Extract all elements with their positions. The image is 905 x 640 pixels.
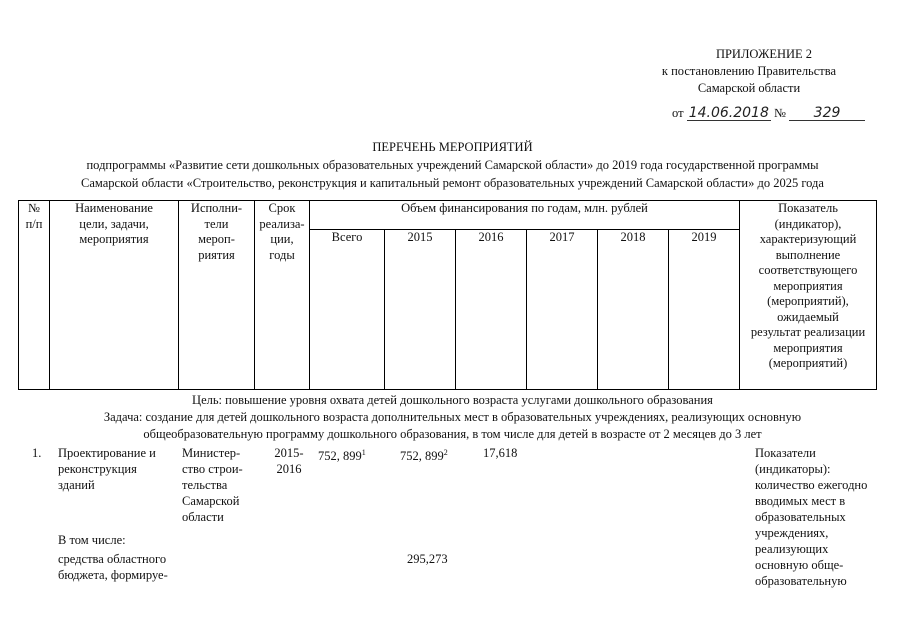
row-indicator-line: количество ежегодно: [755, 478, 868, 492]
subtitle-line-1: подпрограммы «Развитие сети дошкольных образовательных учреждений Самарской области» до 2019 года государственной программы: [86, 158, 819, 172]
col-executor-line: риятия: [198, 247, 235, 262]
col-indicator-header: [740, 201, 877, 390]
col-indicator-line: результат реализации: [750, 325, 866, 339]
document-heading: [0, 138, 905, 192]
col-term-line: Срок: [268, 201, 296, 215]
col-name-line: цели, задачи,: [79, 216, 149, 231]
date-prefix: от: [672, 106, 684, 120]
number-sign: №: [773, 106, 786, 120]
col-finance-header: [310, 201, 740, 230]
row-executor-line: Самарской: [182, 494, 240, 508]
col-indicator-line: (мероприятий),: [767, 294, 849, 308]
row-name-line: реконструкция: [58, 462, 137, 476]
row-2015: [400, 445, 448, 464]
row-indicator: [755, 445, 895, 589]
col-indicator-line: ожидаемый: [777, 309, 839, 324]
row-indicator-line: учреждениях,: [755, 526, 829, 540]
handwritten-date: 14.06.2018: [688, 105, 769, 121]
row-executor-line: ство строи-: [182, 462, 243, 476]
appendix-block: [629, 46, 869, 97]
task-line-2: общеобразовательную программу дошкольного образования, в том числе для детей в возрасте от 2 месяцев до 3 лет: [143, 427, 762, 441]
col-indicator-line: характеризующий: [759, 232, 857, 246]
row-indicator-line: образовательных: [755, 510, 846, 524]
row2-name-line: бюджета, формируе-: [58, 568, 168, 582]
year-header-2019: 2019: [669, 230, 740, 390]
row-executor: [182, 445, 260, 525]
row-total-value: 752, 899: [318, 449, 362, 464]
row-indicator-line: (индикаторы):: [755, 462, 831, 476]
row-indicator-line: образовательную: [755, 574, 847, 588]
row-term: [273, 445, 305, 477]
col-indicator-line: (мероприятий): [768, 356, 848, 370]
col-indicator-line: мероприятия: [773, 340, 843, 355]
handwritten-number: 329: [789, 106, 865, 121]
col-indicator-line: (индикатор),: [774, 216, 842, 231]
row-executor-line: тельства: [182, 478, 228, 492]
row-term-line: 2015-: [274, 446, 304, 460]
row-executor-line: Министер-: [182, 446, 241, 460]
col-term-line: годы: [269, 247, 295, 262]
col-term-header: [255, 201, 310, 390]
year-header-total: Всего: [310, 230, 385, 390]
row2-2015: 295,273: [407, 552, 448, 566]
row-indicator-line: Показатели: [755, 446, 816, 460]
row2-name-line: средства областного: [58, 552, 167, 566]
col-indicator-line: выполнение: [775, 247, 841, 262]
appendix-title: ПРИЛОЖЕНИЕ 2: [715, 47, 813, 61]
col-finance-label: Объем финансирования по годам, млн. рублей: [401, 201, 648, 215]
row-total: [318, 445, 366, 464]
col-indicator-line: соответствующего: [758, 263, 858, 277]
appendix-line2: к постановлению Правительства: [661, 64, 837, 78]
row2-name: [58, 551, 184, 583]
page-title: ПЕРЕЧЕНЬ МЕРОПРИЯТИЙ: [372, 140, 533, 154]
col-executor-line: мероп-: [198, 232, 235, 246]
appendix-line3: Самарской области: [697, 81, 801, 95]
col-name-header: [50, 201, 179, 390]
year-header-2018: 2018: [598, 230, 669, 390]
col-number-line: п/п: [25, 216, 43, 231]
subtitle-line-2: Самарской области «Строительство, реконструкция и капитальный ремонт образовательных учреждений Самарской области» до 2025 года: [81, 176, 824, 190]
row-number: 1.: [32, 446, 42, 460]
row-2015-value: 752, 899: [400, 449, 444, 464]
task-line-1: Задача: создание для детей дошкольного возраста дополнительных мест в образовательных учреждениях, реализующих основную: [103, 410, 802, 424]
row-indicator-line: основную обще-: [755, 558, 844, 572]
year-header-2016: 2016: [456, 230, 527, 390]
header-table: [18, 200, 877, 390]
year-header-2015: 2015: [385, 230, 456, 390]
row-name: [58, 445, 184, 493]
col-term-line: реализа-: [259, 216, 305, 231]
year-header-2017: 2017: [527, 230, 598, 390]
col-indicator-line: Показатель: [778, 201, 838, 215]
including-label: В том числе:: [58, 533, 126, 547]
footnote-mark: 2: [443, 448, 448, 457]
row-indicator-line: вводимых мест в: [755, 494, 846, 508]
col-indicator-line: мероприятия: [773, 278, 843, 293]
row-2016: 17,618: [483, 446, 518, 460]
row-name-line: зданий: [58, 478, 95, 492]
row-name-line: Проектирование и: [58, 446, 156, 460]
col-number-line: №: [28, 201, 40, 215]
col-name-line: Наименование: [75, 201, 153, 215]
col-executor-line: тели: [204, 216, 229, 231]
col-executor-header: [179, 201, 255, 390]
col-term-line: ции,: [270, 232, 294, 246]
col-name-line: мероприятия: [79, 232, 149, 246]
date-line: [672, 106, 865, 121]
row-term-line: 2016: [276, 462, 302, 476]
goal-text: Цель: повышение уровня охвата детей дошкольного возраста услугами дошкольного образования: [192, 393, 713, 407]
col-executor-line: Исполни-: [190, 201, 243, 215]
goal-block: [0, 392, 905, 443]
footnote-mark: 1: [361, 448, 366, 457]
row-executor-line: области: [182, 510, 224, 524]
col-number-header: [19, 201, 50, 390]
row-indicator-line: реализующих: [755, 542, 829, 556]
